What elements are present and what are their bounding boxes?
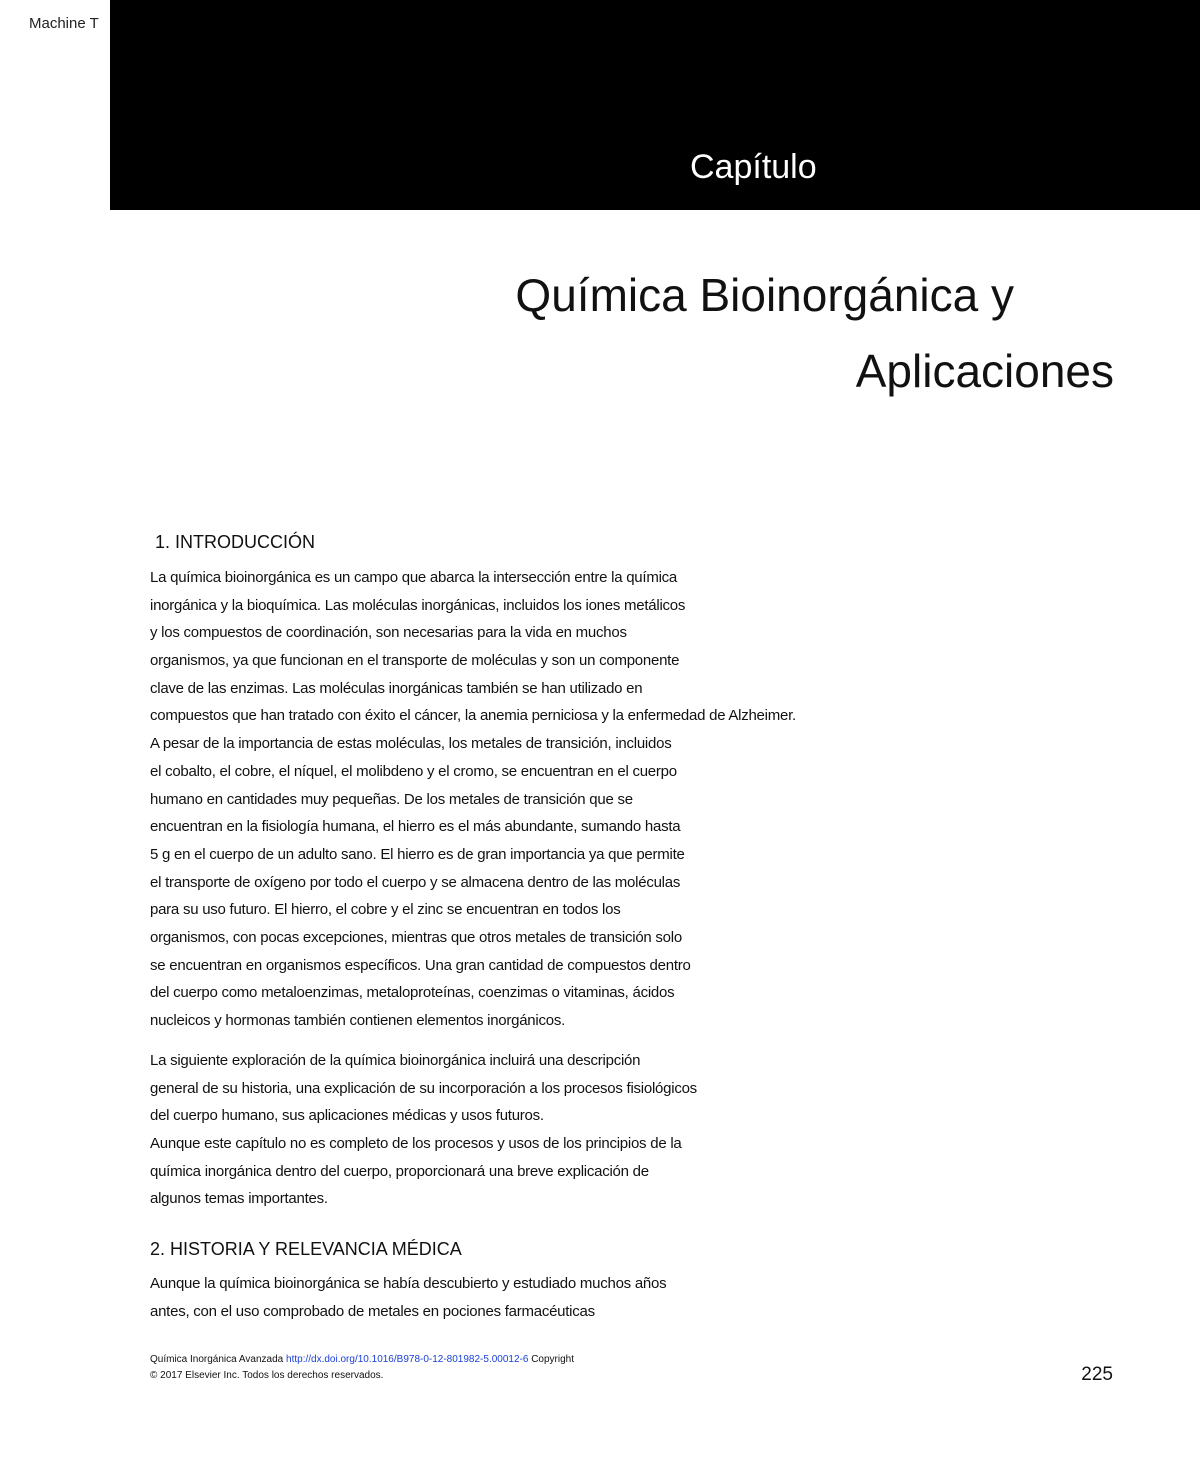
text-line: 5 g en el cuerpo de un adulto sano. El hierro es de gran importancia ya que permite [150, 845, 685, 863]
text-line: del cuerpo como metaloenzimas, metaloproteínas, coenzimas o vitaminas, ácidos [150, 984, 675, 1002]
text-line: inorgánica y la bioquímica. Las moléculas inorgánicas, incluidos los iones metálicos [150, 596, 686, 614]
text-line: compuestos que han tratado con éxito el cáncer, la anemia perniciosa y la enfermedad de Alzheimer. [150, 707, 796, 725]
text-line: organismos, con pocas excepciones, mientras que otros metales de transición solo [150, 928, 682, 946]
text-line: nucleicos y hormonas también contienen elementos inorgánicos. [150, 1012, 565, 1029]
chapter-header-band [110, 0, 1200, 210]
text-line: antes, con el uso comprobado de metales en pociones farmacéuticas [150, 1302, 595, 1320]
text-line: clave de las enzimas. Las moléculas inorgánicas también se han utilizado en [150, 679, 643, 697]
text-line: humano en cantidades muy pequeñas. De los metales de transición que se [150, 790, 633, 808]
chapter-title-line1: Química Bioinorgánica y [515, 269, 1014, 321]
text-line: encuentran en la fisiología humana, el hierro es el más abundante, sumando hasta [150, 818, 681, 836]
text-line: y los compuestos de coordinación, son necesarias para la vida en muchos [150, 624, 627, 642]
text-line: general de su historia, una explicación de su incorporación a los procesos fisiológicos [150, 1079, 697, 1097]
footer-rights-line: © 2017 Elsevier Inc. Todos los derechos reservados. [150, 1370, 384, 1381]
text-line: el cobalto, el cobre, el níquel, el molibdeno y el cromo, se encuentran en el cuerpo [150, 762, 677, 780]
chapter-title-line2: Aplicaciones [855, 345, 1114, 397]
text-line: se encuentran en organismos específicos. Una gran cantidad de compuestos dentro [150, 956, 691, 974]
text-line: del cuerpo humano, sus aplicaciones médicas y usos futuros. [150, 1107, 544, 1125]
text-line: A pesar de la importancia de estas moléculas, los metales de transición, incluidos [150, 735, 672, 753]
text-line: algunos temas importantes. [150, 1190, 328, 1208]
chapter-label: Capítulo [690, 148, 817, 186]
text-line: el transporte de oxígeno por todo el cuerpo y se almacena dentro de las moléculas [150, 873, 681, 891]
text-line: La química bioinorgánica es un campo que abarca la intersección entre la química [150, 569, 677, 586]
page-number: 225 [1081, 1364, 1113, 1385]
section-heading-history: 2. HISTORIA Y RELEVANCIA MÉDICA [150, 1239, 462, 1259]
footer-citation-line [150, 1352, 574, 1368]
footer-book-title: Química Inorgánica Avanzada [150, 1354, 284, 1365]
watermark-text: Machine T [29, 15, 99, 32]
section-heading-introduction: 1. INTRODUCCIÓN [155, 532, 316, 552]
text-line: química inorgánica dentro del cuerpo, proporcionará una breve explicación de [150, 1162, 649, 1180]
page-footer [150, 1352, 574, 1384]
text-line: Aunque la química bioinorgánica se había descubierto y estudiado muchos años [150, 1275, 667, 1292]
intro-paragraph-1 [150, 564, 940, 1035]
text-line: La siguiente exploración de la química bioinorgánica incluirá una descripción [150, 1052, 641, 1069]
footer-doi-link[interactable]: http://dx.doi.org/10.1016/B978-0-12-801982-5.00012-6 [286, 1354, 529, 1365]
history-paragraph-1 [150, 1270, 940, 1325]
text-line: Aunque este capítulo no es completo de los procesos y usos de los principios de la [150, 1135, 682, 1153]
intro-paragraph-2 [150, 1047, 940, 1213]
footer-copyright-word: Copyright [531, 1354, 575, 1365]
text-line: para su uso futuro. El hierro, el cobre y el zinc se encuentran en todos los [150, 901, 621, 919]
text-line: organismos, ya que funcionan en el transporte de moléculas y son un componente [150, 652, 680, 670]
